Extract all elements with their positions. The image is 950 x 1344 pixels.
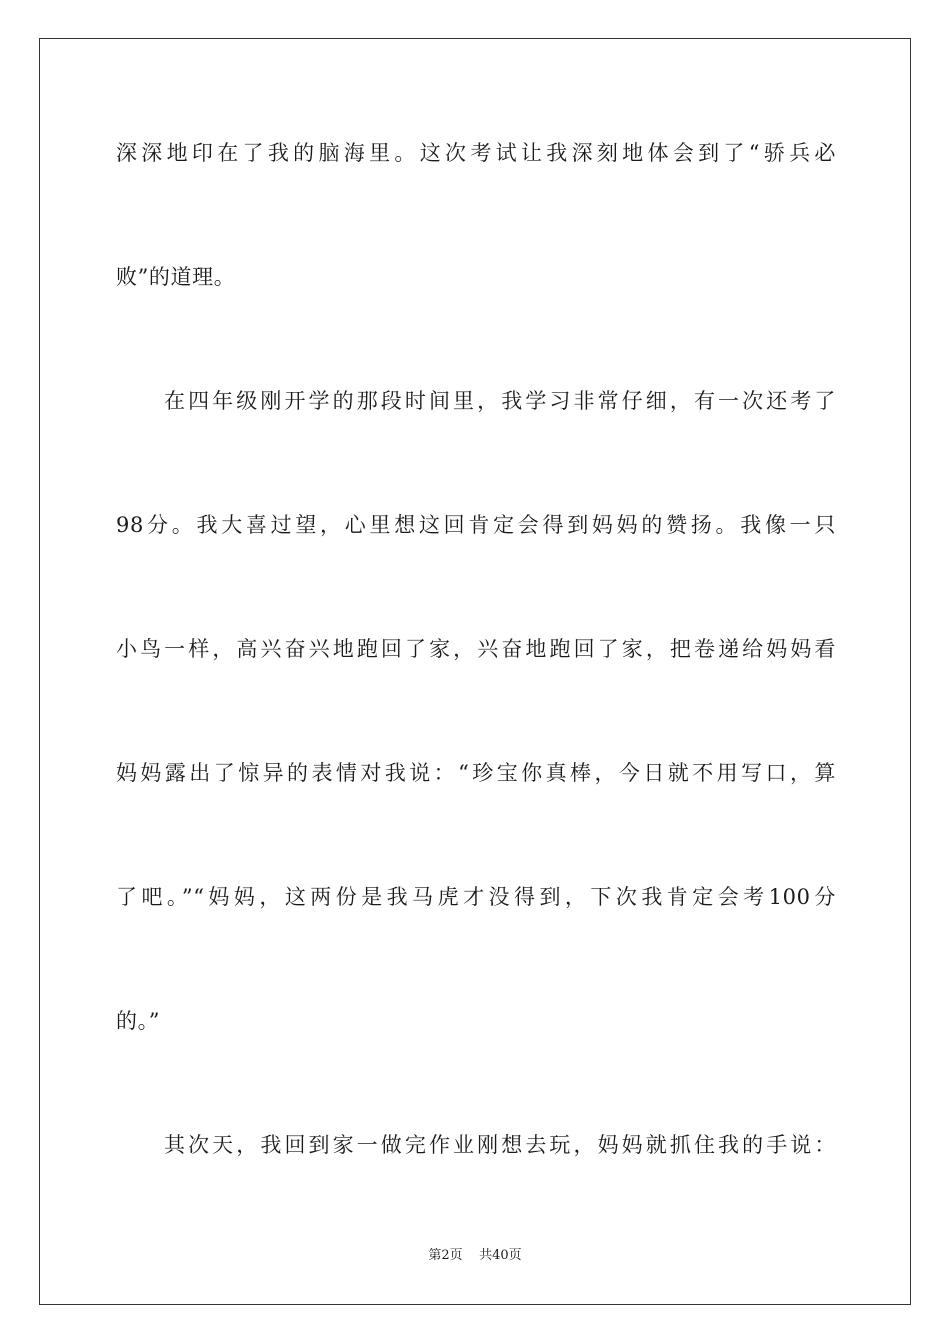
text-line: 深深地印在了我的脑海里。这次考试让我深刻地体会到了“骄兵必 (116, 141, 836, 165)
text-line: 败”的道理。 (116, 265, 236, 289)
text-line: 在四年级刚开学的那段时间里，我学习非常仔细，有一次还考了 (164, 389, 836, 413)
page-footer (0, 1247, 950, 1265)
page-number: 第2页 (428, 1248, 463, 1263)
text-line: 其次天，我回到家一做完作业刚想去玩，妈妈就抓住我的手说： (164, 1133, 836, 1157)
page-border (39, 38, 911, 1305)
text-line: 了吧。”“妈妈，这两份是我马虎才没得到，下次我肯定会考100分 (116, 885, 836, 909)
text-line: 98分。我大喜过望，心里想这回肯定会得到妈妈的赞扬。我像一只 (116, 513, 836, 537)
text-line: 小鸟一样，高兴奋兴地跑回了家，兴奋地跑回了家，把卷递给妈妈看 (116, 637, 836, 661)
text-line: 的。” (116, 1009, 161, 1033)
text-line: 妈妈露出了惊异的表情对我说：“珍宝你真棒，今日就不用写口，算 (116, 761, 836, 785)
page-total: 共40页 (479, 1248, 522, 1263)
